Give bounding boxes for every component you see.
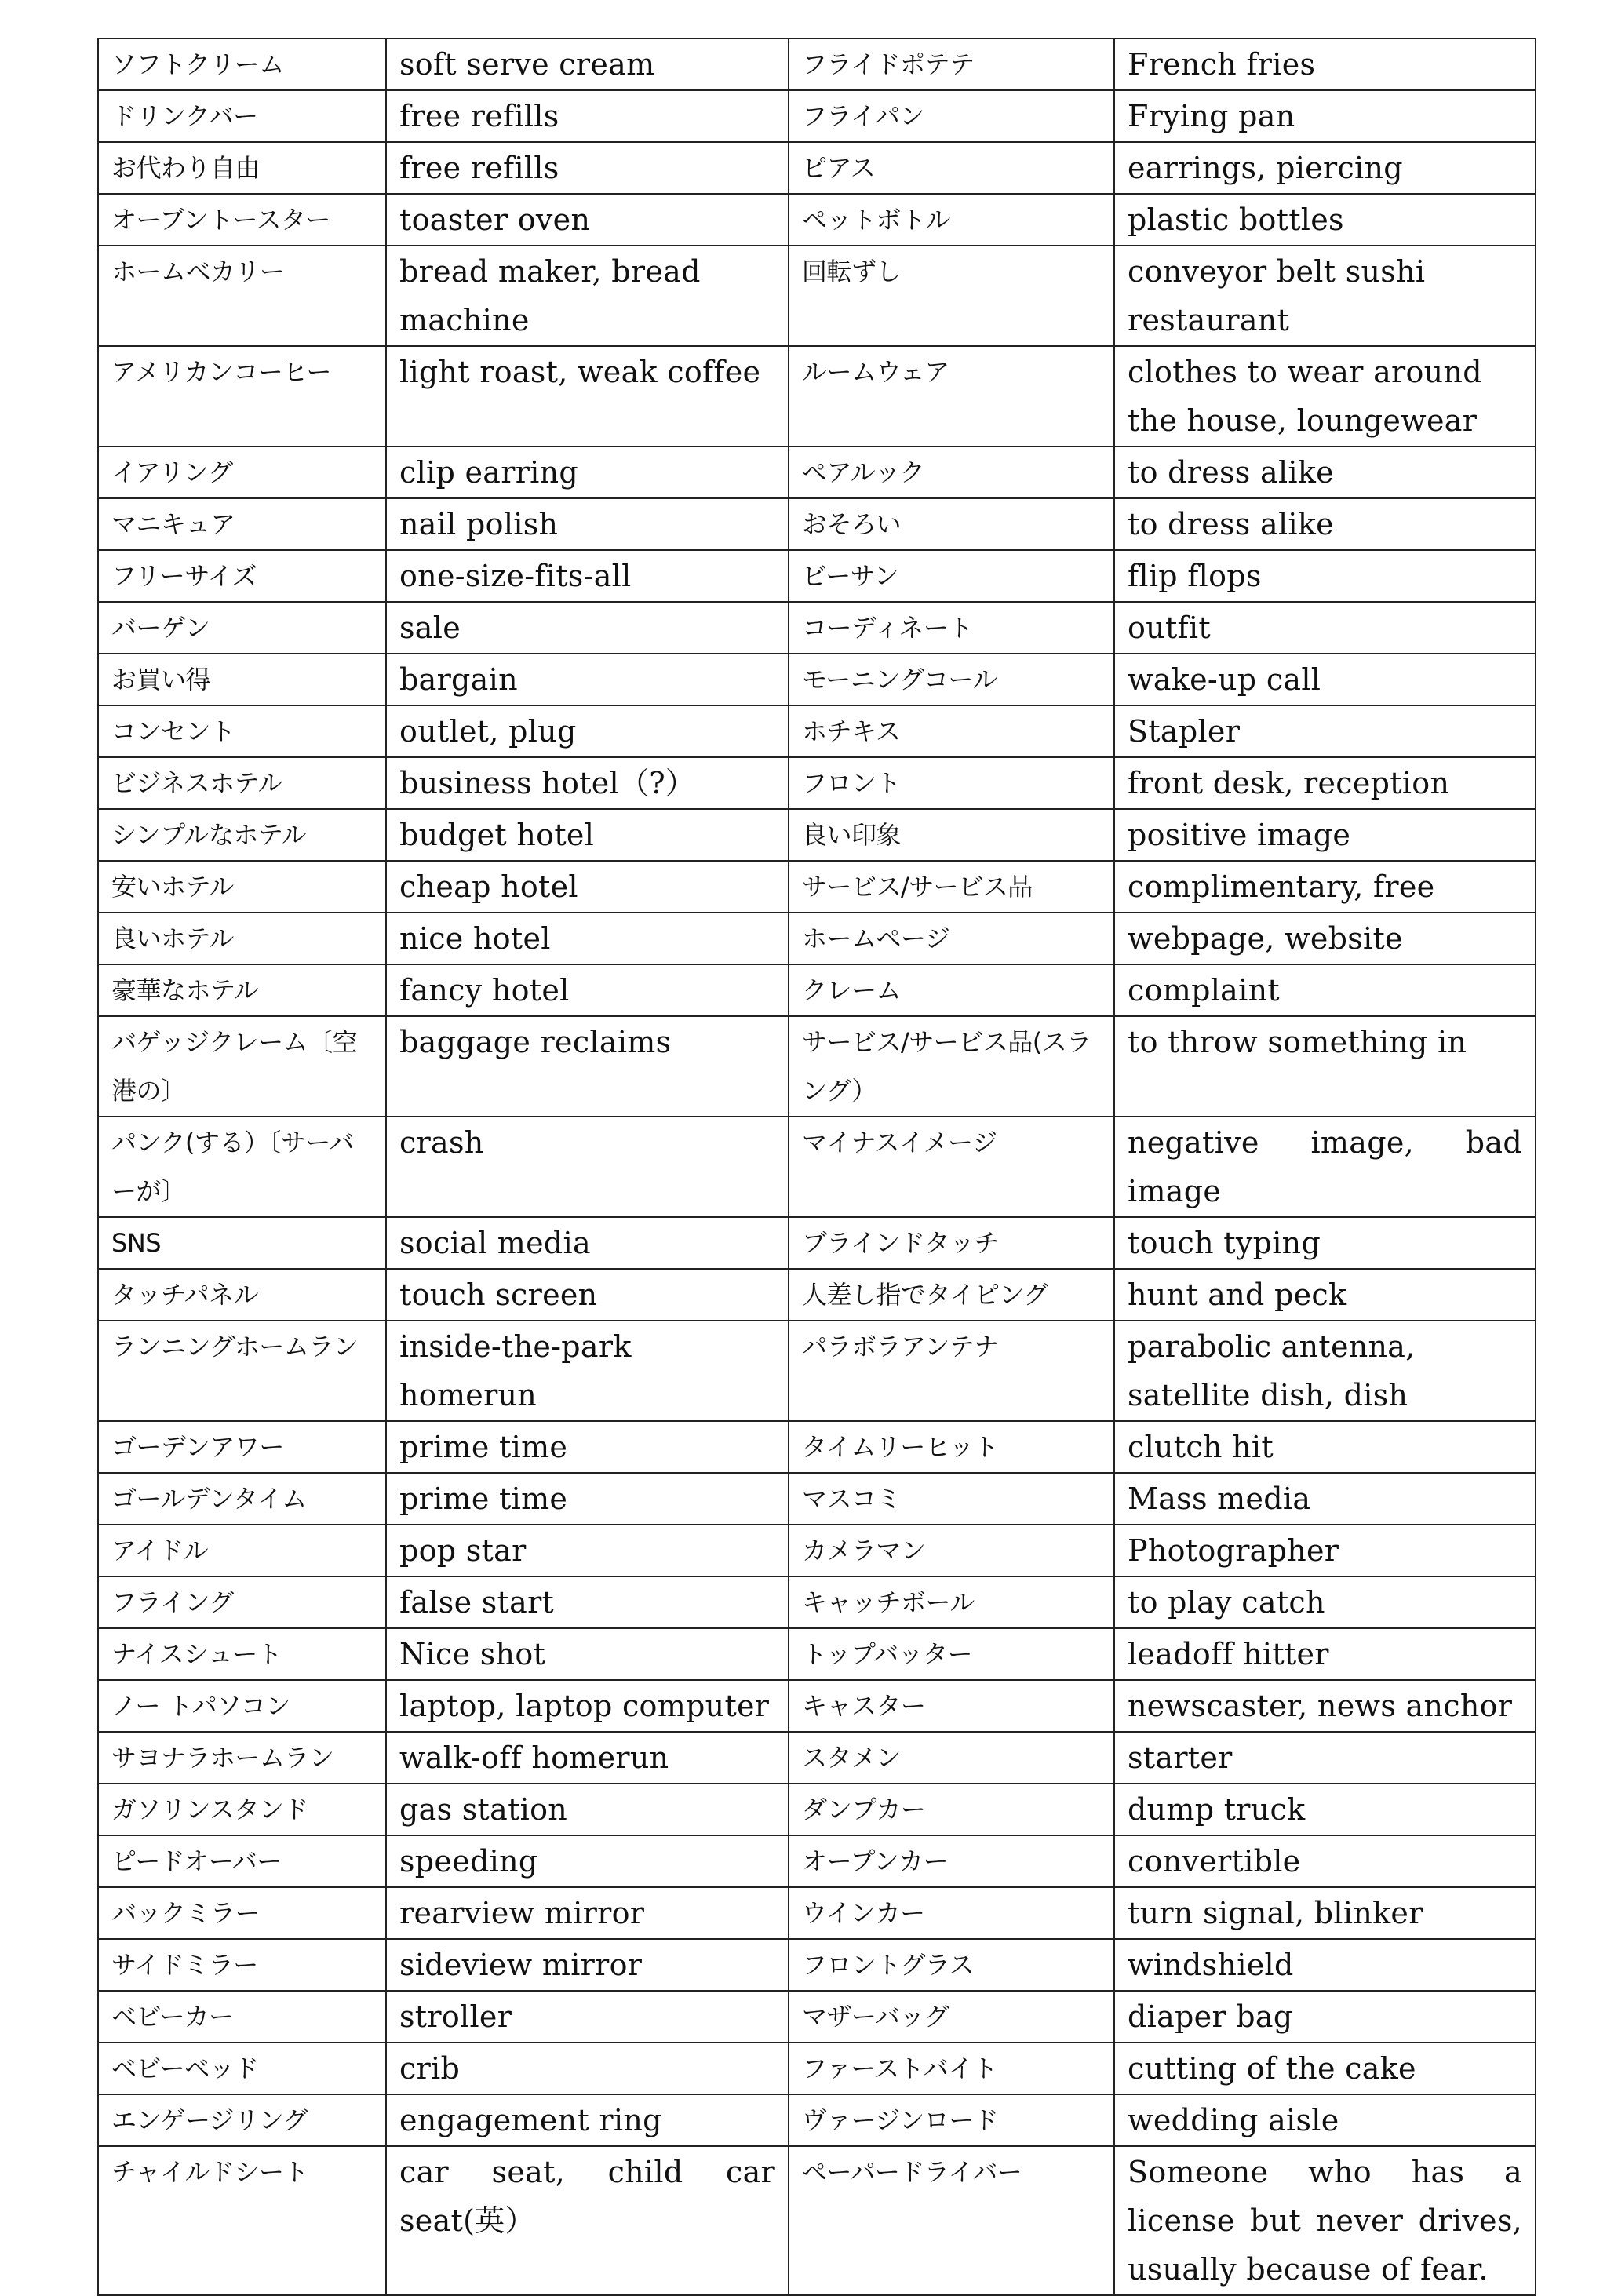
japanese-term: ビジネスホテル bbox=[98, 757, 386, 809]
table-row bbox=[98, 550, 1536, 602]
japanese-term: お買い得 bbox=[98, 654, 386, 705]
table-row bbox=[98, 498, 1536, 550]
japanese-term: ホームベカリー bbox=[98, 246, 386, 346]
table-row bbox=[98, 1887, 1536, 1939]
english-meaning: outlet, plug bbox=[386, 705, 789, 757]
japanese-term: フロント bbox=[789, 757, 1114, 809]
english-meaning: leadoff hitter bbox=[1114, 1628, 1536, 1680]
japanese-term: 安いホテル bbox=[98, 861, 386, 913]
table-row bbox=[98, 1939, 1536, 1991]
japanese-term: アイドル bbox=[98, 1525, 386, 1576]
english-meaning: sideview mirror bbox=[386, 1939, 789, 1991]
english-meaning: positive image bbox=[1114, 809, 1536, 861]
english-meaning: hunt and peck bbox=[1114, 1269, 1536, 1321]
japanese-term: ノー トパソコン bbox=[98, 1680, 386, 1732]
english-meaning: Frying pan bbox=[1114, 90, 1536, 142]
english-meaning: cutting of the cake bbox=[1114, 2043, 1536, 2094]
english-meaning: nail polish bbox=[386, 498, 789, 550]
english-meaning: negative image, bad image bbox=[1114, 1117, 1536, 1217]
japanese-term: フライパン bbox=[789, 90, 1114, 142]
table-row bbox=[98, 1991, 1536, 2043]
english-meaning: Nice shot bbox=[386, 1628, 789, 1680]
japanese-term: マイナスイメージ bbox=[789, 1117, 1114, 1217]
japanese-term: トップバッター bbox=[789, 1628, 1114, 1680]
japanese-term: ペアルック bbox=[789, 446, 1114, 498]
english-meaning: crash bbox=[386, 1117, 789, 1217]
japanese-term: フライドポテテ bbox=[789, 38, 1114, 90]
english-meaning: Someone who has a license but never drives, usually because of fear. bbox=[1114, 2146, 1536, 2295]
table-row bbox=[98, 861, 1536, 913]
english-meaning: cheap hotel bbox=[386, 861, 789, 913]
english-meaning: light roast, weak coffee bbox=[386, 346, 789, 446]
english-meaning: plastic bottles bbox=[1114, 194, 1536, 246]
english-meaning: windshield bbox=[1114, 1939, 1536, 1991]
english-meaning: crib bbox=[386, 2043, 789, 2094]
japanese-term: オーブントースター bbox=[98, 194, 386, 246]
japanese-term: カメラマン bbox=[789, 1525, 1114, 1576]
english-meaning: complaint bbox=[1114, 964, 1536, 1016]
english-meaning: rearview mirror bbox=[386, 1887, 789, 1939]
english-meaning: Photographer bbox=[1114, 1525, 1536, 1576]
japanese-term: チャイルドシート bbox=[98, 2146, 386, 2295]
table-row bbox=[98, 1835, 1536, 1887]
english-meaning: false start bbox=[386, 1576, 789, 1628]
table-row bbox=[98, 809, 1536, 861]
japanese-term: フロントグラス bbox=[789, 1939, 1114, 1991]
table-row bbox=[98, 602, 1536, 654]
japanese-term: サービス/サービス品(スラング） bbox=[789, 1016, 1114, 1117]
english-meaning: free refills bbox=[386, 142, 789, 194]
table-row bbox=[98, 90, 1536, 142]
english-meaning: parabolic antenna, satellite dish, dish bbox=[1114, 1321, 1536, 1421]
japanese-term: ウインカー bbox=[789, 1887, 1114, 1939]
table-row bbox=[98, 1628, 1536, 1680]
japanese-term: キャスター bbox=[789, 1680, 1114, 1732]
english-meaning: newscaster, news anchor bbox=[1114, 1680, 1536, 1732]
japanese-term: モーニングコール bbox=[789, 654, 1114, 705]
english-meaning: to play catch bbox=[1114, 1576, 1536, 1628]
english-meaning: clutch hit bbox=[1114, 1421, 1536, 1473]
english-meaning: soft serve cream bbox=[386, 38, 789, 90]
english-meaning: business hotel（?） bbox=[386, 757, 789, 809]
japanese-term: ホームページ bbox=[789, 913, 1114, 964]
english-meaning: convertible bbox=[1114, 1835, 1536, 1887]
japanese-term: ベビーカー bbox=[98, 1991, 386, 2043]
english-meaning: speeding bbox=[386, 1835, 789, 1887]
english-meaning: nice hotel bbox=[386, 913, 789, 964]
japanese-term: ドリンクバー bbox=[98, 90, 386, 142]
table-row bbox=[98, 1321, 1536, 1421]
english-meaning: free refills bbox=[386, 90, 789, 142]
english-meaning: flip flops bbox=[1114, 550, 1536, 602]
english-meaning: social media bbox=[386, 1217, 789, 1269]
japanese-term: オープンカー bbox=[789, 1835, 1114, 1887]
japanese-term: 人差し指でタイピング bbox=[789, 1269, 1114, 1321]
japanese-term: スタメン bbox=[789, 1732, 1114, 1784]
english-meaning: fancy hotel bbox=[386, 964, 789, 1016]
japanese-term: ピードオーバー bbox=[98, 1835, 386, 1887]
japanese-term: マザーバッグ bbox=[789, 1991, 1114, 2043]
english-meaning: Stapler bbox=[1114, 705, 1536, 757]
english-meaning: sale bbox=[386, 602, 789, 654]
english-meaning: to dress alike bbox=[1114, 446, 1536, 498]
table-row bbox=[98, 346, 1536, 446]
table-row bbox=[98, 1269, 1536, 1321]
english-meaning: to throw something in bbox=[1114, 1016, 1536, 1117]
japanese-term: コーディネート bbox=[789, 602, 1114, 654]
japanese-term: マニキュア bbox=[98, 498, 386, 550]
japanese-term: ベビーベッド bbox=[98, 2043, 386, 2094]
japanese-term: ソフトクリーム bbox=[98, 38, 386, 90]
japanese-term: タッチパネル bbox=[98, 1269, 386, 1321]
table-row bbox=[98, 757, 1536, 809]
english-meaning: pop star bbox=[386, 1525, 789, 1576]
english-meaning: to dress alike bbox=[1114, 498, 1536, 550]
table-row bbox=[98, 2146, 1536, 2295]
japanese-term: ヴァージンロード bbox=[789, 2094, 1114, 2146]
english-meaning: clip earring bbox=[386, 446, 789, 498]
english-meaning: car seat, child car seat(英） bbox=[386, 2146, 789, 2295]
english-meaning: conveyor belt sushi restaurant bbox=[1114, 246, 1536, 346]
table-row bbox=[98, 913, 1536, 964]
japanese-term: ナイスシュート bbox=[98, 1628, 386, 1680]
english-meaning: gas station bbox=[386, 1784, 789, 1835]
japanese-term: おそろい bbox=[789, 498, 1114, 550]
japanese-term: バーゲン bbox=[98, 602, 386, 654]
japanese-term: コンセント bbox=[98, 705, 386, 757]
table-row bbox=[98, 142, 1536, 194]
japanese-term: エンゲージリング bbox=[98, 2094, 386, 2146]
english-meaning: French fries bbox=[1114, 38, 1536, 90]
english-meaning: front desk, reception bbox=[1114, 757, 1536, 809]
english-meaning: bread maker, bread machine bbox=[386, 246, 789, 346]
table-row bbox=[98, 1473, 1536, 1525]
japanese-term: ルームウェア bbox=[789, 346, 1114, 446]
english-meaning: budget hotel bbox=[386, 809, 789, 861]
japanese-term: ビーサン bbox=[789, 550, 1114, 602]
english-meaning: touch typing bbox=[1114, 1217, 1536, 1269]
vocabulary-table bbox=[97, 38, 1536, 2296]
english-meaning: Mass media bbox=[1114, 1473, 1536, 1525]
japanese-term: 豪華なホテル bbox=[98, 964, 386, 1016]
english-meaning: walk-off homerun bbox=[386, 1732, 789, 1784]
table-row bbox=[98, 1784, 1536, 1835]
table-row bbox=[98, 246, 1536, 346]
japanese-term: ペットボトル bbox=[789, 194, 1114, 246]
english-meaning: outfit bbox=[1114, 602, 1536, 654]
japanese-term: 回転ずし bbox=[789, 246, 1114, 346]
japanese-term: ランニングホームラン bbox=[98, 1321, 386, 1421]
japanese-term: キャッチボール bbox=[789, 1576, 1114, 1628]
japanese-term: フライング bbox=[98, 1576, 386, 1628]
english-meaning: toaster oven bbox=[386, 194, 789, 246]
japanese-term: イアリング bbox=[98, 446, 386, 498]
table-row bbox=[98, 194, 1536, 246]
japanese-term: パラボラアンテナ bbox=[789, 1321, 1114, 1421]
table-row bbox=[98, 654, 1536, 705]
english-meaning: one-size-fits-all bbox=[386, 550, 789, 602]
japanese-term: ブラインドタッチ bbox=[789, 1217, 1114, 1269]
english-meaning: touch screen bbox=[386, 1269, 789, 1321]
table-row bbox=[98, 1680, 1536, 1732]
english-meaning: prime time bbox=[386, 1473, 789, 1525]
english-meaning: baggage reclaims bbox=[386, 1016, 789, 1117]
english-meaning: wedding aisle bbox=[1114, 2094, 1536, 2146]
japanese-term: クレーム bbox=[789, 964, 1114, 1016]
japanese-term: サヨナラホームラン bbox=[98, 1732, 386, 1784]
table-row bbox=[98, 1525, 1536, 1576]
japanese-term: お代わり自由 bbox=[98, 142, 386, 194]
table-row bbox=[98, 1421, 1536, 1473]
japanese-term: ピアス bbox=[789, 142, 1114, 194]
japanese-term: バゲッジクレーム〔空港の〕 bbox=[98, 1016, 386, 1117]
english-meaning: wake-up call bbox=[1114, 654, 1536, 705]
english-meaning: inside-the-park homerun bbox=[386, 1321, 789, 1421]
japanese-term: サービス/サービス品 bbox=[789, 861, 1114, 913]
table-row bbox=[98, 1016, 1536, 1117]
japanese-term: バックミラー bbox=[98, 1887, 386, 1939]
english-meaning: earrings, piercing bbox=[1114, 142, 1536, 194]
japanese-term: ガソリンスタンド bbox=[98, 1784, 386, 1835]
japanese-term: ホチキス bbox=[789, 705, 1114, 757]
japanese-term: ゴーデンアワー bbox=[98, 1421, 386, 1473]
english-meaning: stroller bbox=[386, 1991, 789, 2043]
japanese-term: シンプルなホテル bbox=[98, 809, 386, 861]
english-meaning: clothes to wear around the house, loungewear bbox=[1114, 346, 1536, 446]
japanese-term: フリーサイズ bbox=[98, 550, 386, 602]
japanese-term: ファーストバイト bbox=[789, 2043, 1114, 2094]
english-meaning: diaper bag bbox=[1114, 1991, 1536, 2043]
english-meaning: laptop, laptop computer bbox=[386, 1680, 789, 1732]
japanese-term: 良い印象 bbox=[789, 809, 1114, 861]
table-row bbox=[98, 964, 1536, 1016]
japanese-term: マスコミ bbox=[789, 1473, 1114, 1525]
japanese-term: ダンプカー bbox=[789, 1784, 1114, 1835]
japanese-term: アメリカンコーヒー bbox=[98, 346, 386, 446]
japanese-term: サイドミラー bbox=[98, 1939, 386, 1991]
table-row bbox=[98, 446, 1536, 498]
japanese-term: SNS bbox=[98, 1217, 386, 1269]
table-row bbox=[98, 2094, 1536, 2146]
japanese-term: 良いホテル bbox=[98, 913, 386, 964]
japanese-term: ペーパードライバー bbox=[789, 2146, 1114, 2295]
table-row bbox=[98, 1732, 1536, 1784]
english-meaning: bargain bbox=[386, 654, 789, 705]
table-row bbox=[98, 1576, 1536, 1628]
japanese-term: ゴールデンタイム bbox=[98, 1473, 386, 1525]
english-meaning: starter bbox=[1114, 1732, 1536, 1784]
table-row bbox=[98, 38, 1536, 90]
table-row bbox=[98, 2043, 1536, 2094]
english-meaning: webpage, website bbox=[1114, 913, 1536, 964]
table-row bbox=[98, 705, 1536, 757]
table-row bbox=[98, 1217, 1536, 1269]
english-meaning: complimentary, free bbox=[1114, 861, 1536, 913]
english-meaning: turn signal, blinker bbox=[1114, 1887, 1536, 1939]
english-meaning: dump truck bbox=[1114, 1784, 1536, 1835]
english-meaning: engagement ring bbox=[386, 2094, 789, 2146]
japanese-term: パンク(する）〔サーバーが〕 bbox=[98, 1117, 386, 1217]
japanese-term: タイムリーヒット bbox=[789, 1421, 1114, 1473]
english-meaning: prime time bbox=[386, 1421, 789, 1473]
table-row bbox=[98, 1117, 1536, 1217]
